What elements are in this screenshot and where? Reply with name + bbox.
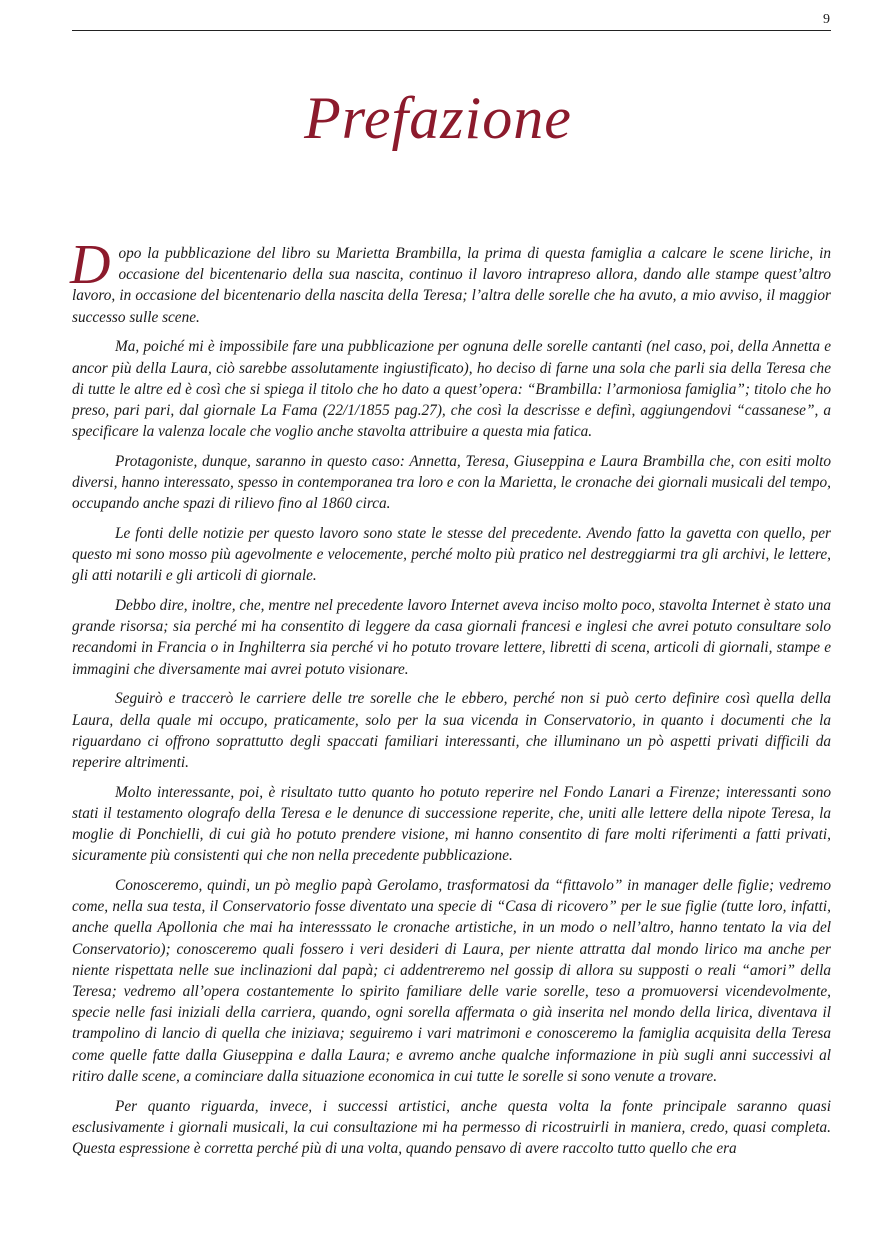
paragraph: Seguirò e traccerò le carriere delle tre sorelle che le ebbero, perché non si può certo definire così quella della Laura, della quale mi occupo, praticamente, solo per la sua vicenda in Conservatorio, in quanto i documenti che la riguardano ci offrono soprattutto degli spaccati familiari interessanti, che illuminano un pò aspetti privati difficili da reperire altrimenti. — [72, 690, 831, 771]
paragraph: Per quanto riguarda, invece, i successi artistici, anche questa volta la fonte principale saranno quasi esclusivamente i giornali musicali, la cui consultazione mi ha permesso di ricostruirli in maniera, credo, quasi completa. Questa espressione è corretta perché più di una volta, quando pensavo di avere raccolto tutto quello che era — [72, 1097, 831, 1157]
body-text — [70, 234, 831, 1168]
page-number: 9 — [823, 12, 830, 27]
paragraph: Ma, poiché mi è impossibile fare una pubblicazione per ognuna delle sorelle cantanti (nel caso, poi, della Annetta e ancor più della Laura, ciò sarebbe assolutamente ingiustificato), ho deciso di farne una sola che parli sia della Teresa che di tutte le altre ed è così che si spiega il titolo che ho dato a quest’opera: “Brambilla: l’armoniosa famiglia”; titolo che ho preso, pari pari, dal giornale La Fama (22/1/1855 pag.27), che così la descrisse e definì, aggiungendovi “cassanese”, a specificare la valenza locale che voglio anche stavolta attribuire a questa mia fatica. — [72, 338, 831, 441]
paragraph: Molto interessante, poi, è risultato tutto quanto ho potuto reperire nel Fondo Lanari a Firenze; interessanti sono stati il testamento olografo della Teresa e le denunce di successione reperite, che, uniti alle lettere della nipote Teresa, la moglie di Ponchielli, di cui già ho potuto prendere visione, mi hanno consentito di fare molti riferimenti a fatti privati, sicuramente più consistenti qui che non nella precedente pubblicazione. — [72, 783, 831, 865]
paragraph — [70, 234, 831, 328]
paragraph: Conosceremo, quindi, un pò meglio papà Gerolamo, trasformatosi da “fittavolo” in manager delle figlie; vedremo come, nella sua testa, il Conservatorio fosse diventato una specie di “Casa di ricovero” per le sue figlie (tutte loro, infatti, anche quella Apollonia che mai ha interesssato le cronache artistiche, in un modo o nell’altro, hanno tentato la via del Conservatorio); conosceremo quali fossero i veri desideri di Laura, per niente attratta dal mondo lirico ma anche per niente rispettata nelle sue inclinazioni dal papà; ci addentreremo nel gossip di allora su supposti o reali “amori” della Teresa; vedremo all’opera costantemente lo spirito familiare delle varie sorelle, teso a promuoversi vicendevolmente, specie nelle fasi iniziali della carriera, quando, ogni sorella affermata o già inserita nel mondo della lirica, diventava il trampolino di lancio di quella che iniziava; seguiremo i vari matrimoni e conosceremo la famiglia acquisita della Teresa come quelle fatte dalla Giuseppina e dalla Laura; e avremo anche qualche informazione in più sugli anni successivi al ritiro dalle scene, a cominciare dalla situazione economica in cui tutte le sorelle si sono venute a trovare. — [72, 876, 831, 1085]
paragraph: Le fonti delle notizie per questo lavoro sono state le stesse del precedente. Avendo fatto la gavetta con quello, per questo mi sono mosso più agevolmente e velocemente, perché molto più pratico nel destreggiarmi tra gli archivi, le lettere, gli atti notarili e gli articoli di giornale. — [72, 524, 831, 585]
drop-cap: D — [70, 234, 111, 296]
paragraph: Debbo dire, inoltre, che, mentre nel precedente lavoro Internet aveva inciso molto poco, stavolta Internet è stato una grande risorsa; sia perché mi ha consentito di leggere da casa giornali francesi e inglesi che avrei potuto consultare solo recandomi in Francia o in Inghilterra sia perché vi ho potuto trovare lettere, libretti di scena, articoli di giornali, stampe e immagini che diversamente mai avrei potuto visionare. — [72, 597, 831, 678]
chapter-title: Prefazione — [304, 85, 572, 151]
paragraph-text: opo la pubblicazione del libro su Marietta Brambilla, la prima di questa famiglia a calcare le scene liriche, in occasione del bicentenario della sua nascita, continuo il lavoro intrapreso allora, dando alle stampe quest’altro lavoro, in occasione del bicentenario della nascita della Teresa; l’altra delle sorelle che ha avuto, a mio avviso, il maggior successo sulle scene. — [72, 245, 831, 326]
paragraph: Protagoniste, dunque, saranno in questo caso: Annetta, Teresa, Giuseppina e Laura Brambilla che, con esiti molto diversi, hanno interessato, spesso in contemporanea tra loro e con la Marietta, le cronache dei giornali musicali del tempo, occupando anche spazi di rilievo fino al 1860 circa. — [72, 452, 831, 513]
header-rule — [72, 30, 831, 31]
